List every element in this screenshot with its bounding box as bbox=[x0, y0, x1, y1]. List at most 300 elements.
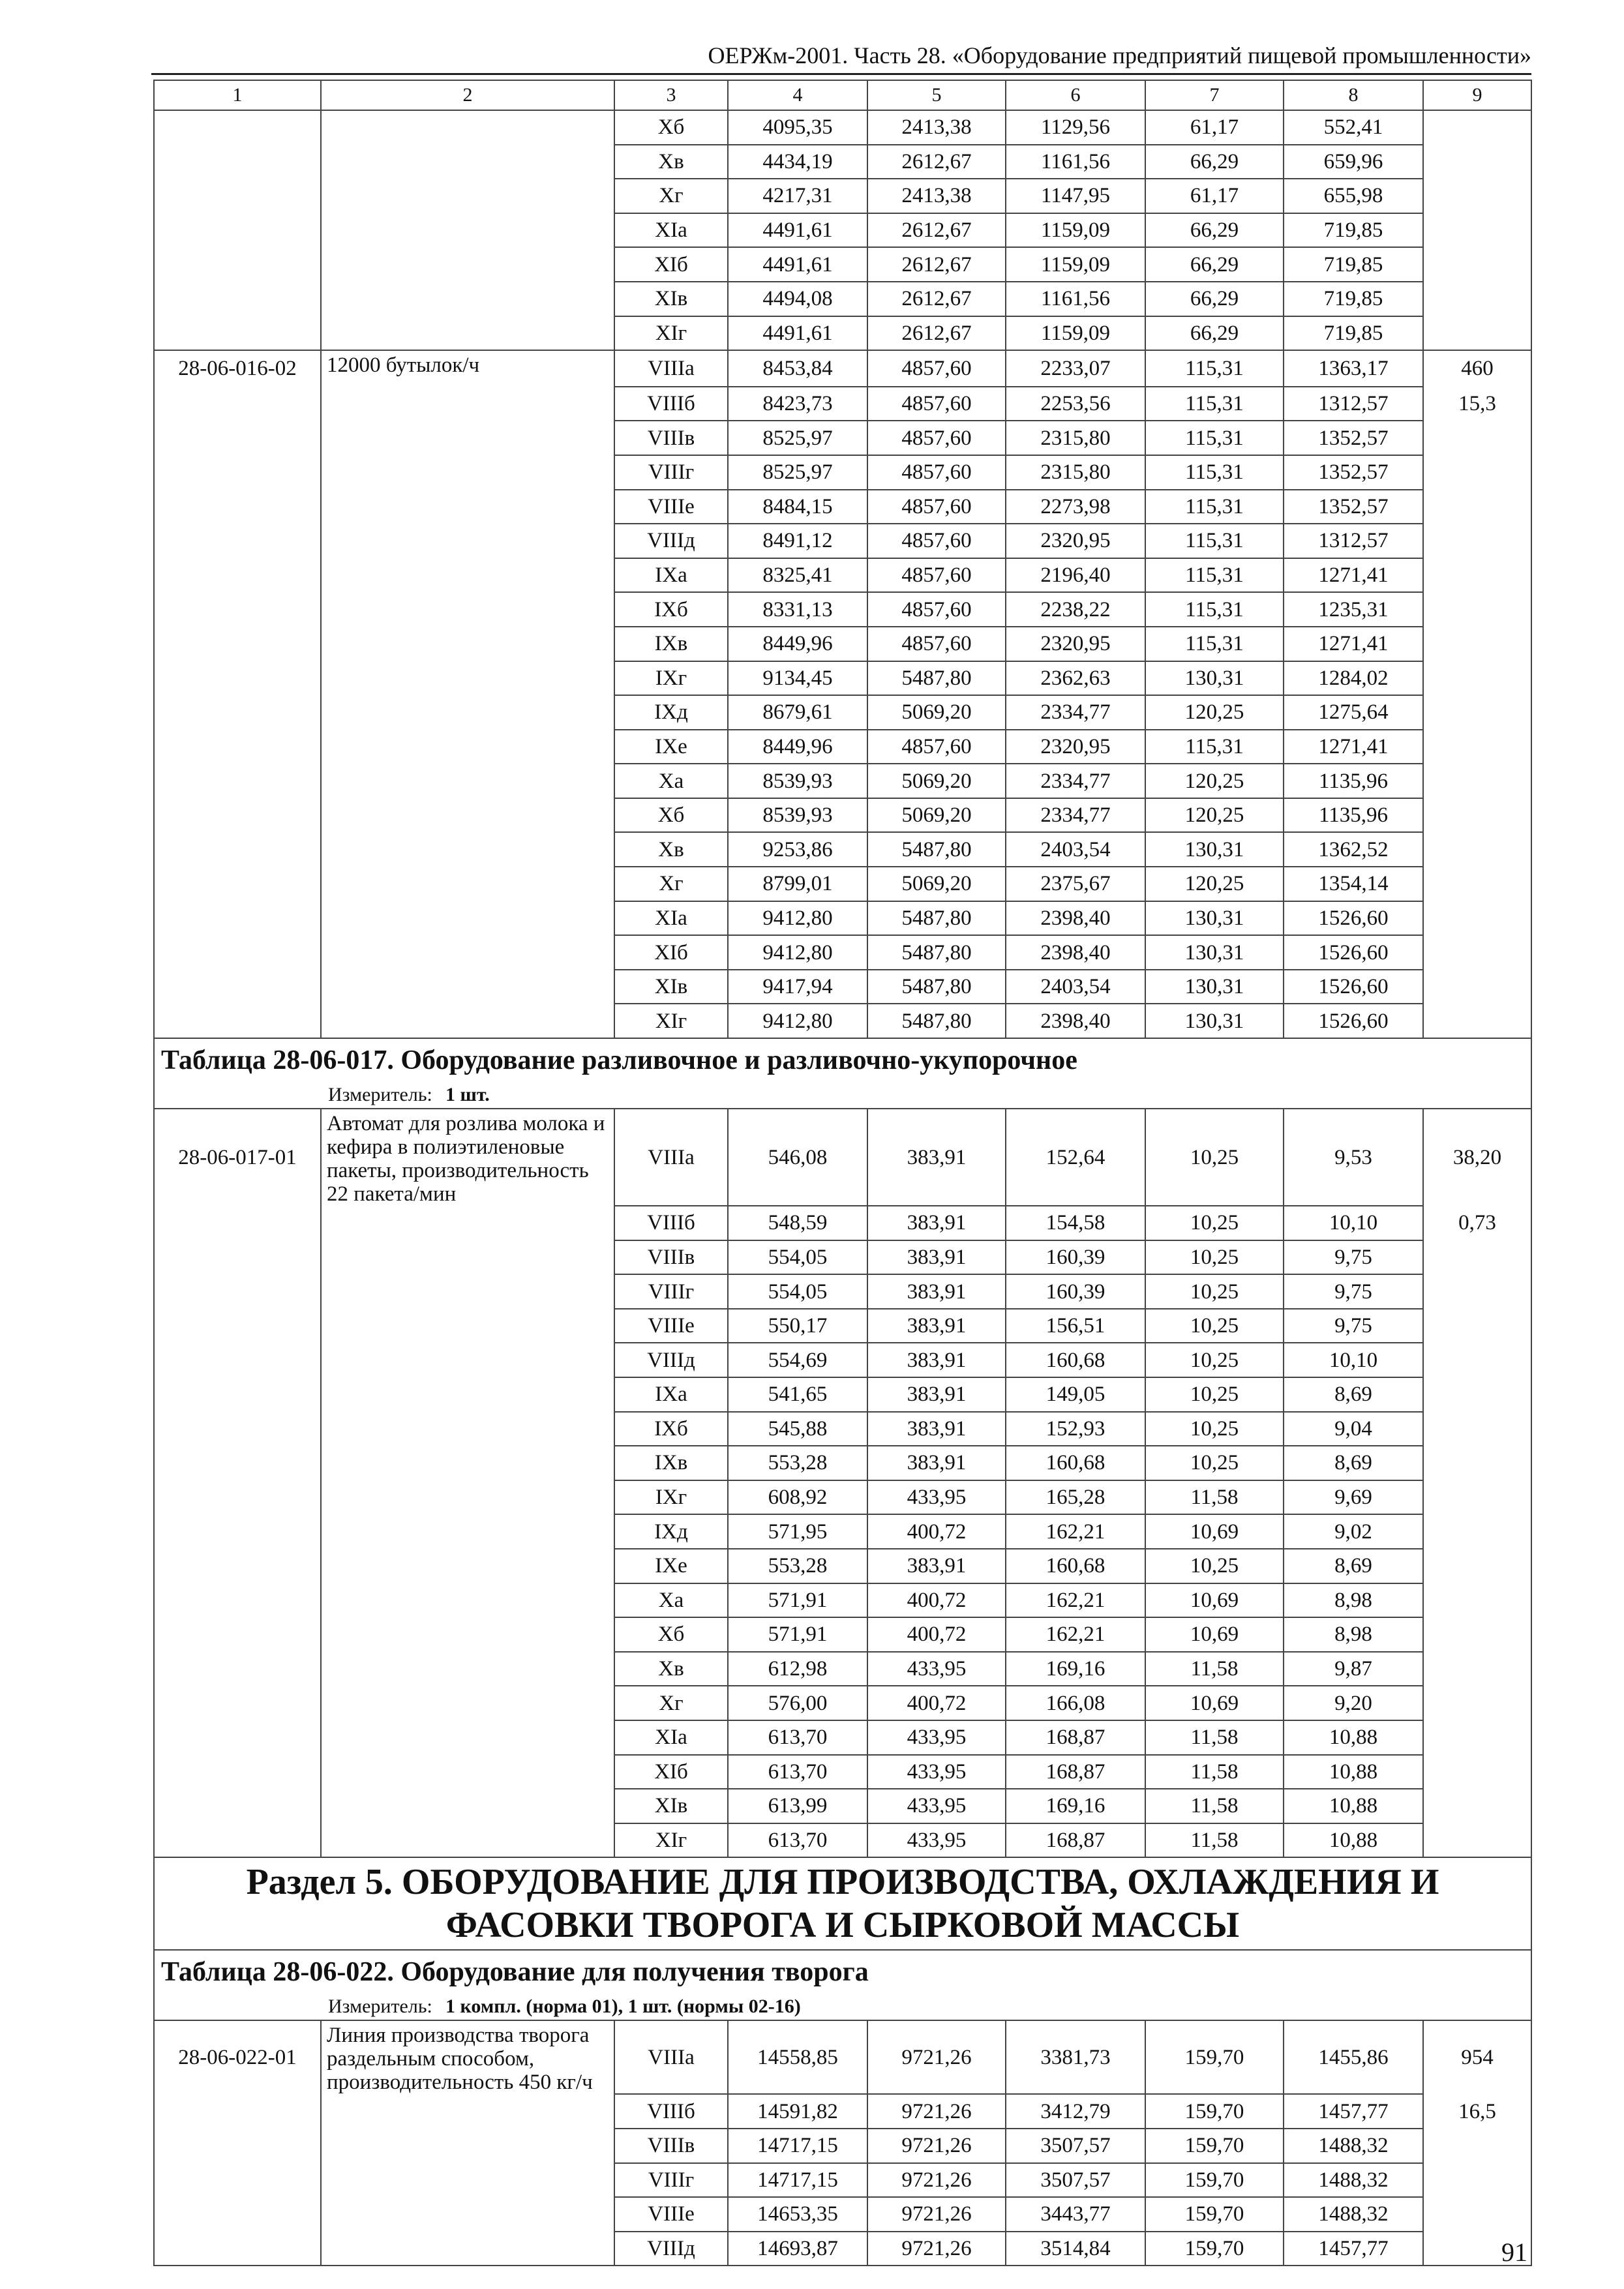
cell-empty bbox=[321, 2163, 614, 2198]
cell-empty bbox=[321, 1583, 614, 1618]
cell-value: 159,70 bbox=[1145, 2020, 1284, 2094]
cell-value: 2334,77 bbox=[1006, 764, 1145, 798]
cell-value: 8,69 bbox=[1284, 1549, 1423, 1583]
region-code: XIг bbox=[614, 1004, 728, 1038]
cell-value: 3514,84 bbox=[1006, 2232, 1145, 2266]
cell-value: 383,91 bbox=[867, 1240, 1006, 1275]
cell-col9 bbox=[1423, 2163, 1531, 2198]
cell-empty bbox=[321, 592, 614, 627]
section-5-row bbox=[154, 1857, 1531, 1950]
cell-empty bbox=[154, 1480, 321, 1515]
cell-empty bbox=[154, 1617, 321, 1652]
cell-value: 9,75 bbox=[1284, 1309, 1423, 1343]
region-code: XIв bbox=[614, 282, 728, 316]
column-number: 7 bbox=[1145, 80, 1284, 110]
cell-value: 115,31 bbox=[1145, 592, 1284, 627]
table-row bbox=[154, 1617, 1531, 1652]
cell-value: 8,69 bbox=[1284, 1446, 1423, 1480]
cell-empty bbox=[154, 2163, 321, 2198]
region-code: XIа bbox=[614, 1720, 728, 1755]
cell-empty bbox=[154, 1274, 321, 1309]
cell-value: 168,87 bbox=[1006, 1720, 1145, 1755]
cell-value: 9721,26 bbox=[867, 2232, 1006, 2266]
cell-value: 156,51 bbox=[1006, 1309, 1145, 1343]
cell-value: 1275,64 bbox=[1284, 695, 1423, 730]
cell-value: 383,91 bbox=[867, 1377, 1006, 1412]
cell-value: 165,28 bbox=[1006, 1480, 1145, 1515]
cell-empty bbox=[321, 2129, 614, 2163]
cell-value: 8539,93 bbox=[728, 798, 867, 833]
cell-empty bbox=[154, 282, 321, 316]
cell-value: 162,21 bbox=[1006, 1514, 1145, 1549]
region-code: VIIIв bbox=[614, 2129, 728, 2163]
cell-value: 2320,95 bbox=[1006, 730, 1145, 764]
cell-value: 115,31 bbox=[1145, 387, 1284, 421]
cell-empty bbox=[321, 2094, 614, 2129]
cell-value: 130,31 bbox=[1145, 901, 1284, 936]
measure-value: 1 компл. (норма 01), 1 шт. (нормы 02-16) bbox=[445, 1996, 801, 2018]
cell-value: 8453,84 bbox=[728, 350, 867, 387]
cell-empty bbox=[321, 213, 614, 248]
cell-value: 1352,57 bbox=[1284, 421, 1423, 455]
cell-value: 2238,22 bbox=[1006, 592, 1145, 627]
measure-label: Измеритель: bbox=[328, 1084, 432, 1106]
cell-empty bbox=[154, 1343, 321, 1377]
region-code: XIв bbox=[614, 970, 728, 1004]
cell-value: 4857,60 bbox=[867, 455, 1006, 490]
cell-empty bbox=[154, 316, 321, 351]
cell-value: 4491,61 bbox=[728, 213, 867, 248]
cell-empty bbox=[154, 387, 321, 421]
cell-value: 10,25 bbox=[1145, 1240, 1284, 1275]
cell-value: 4494,08 bbox=[728, 282, 867, 316]
cell-value: 162,21 bbox=[1006, 1617, 1145, 1652]
cell-empty bbox=[154, 2129, 321, 2163]
cell-value: 9,69 bbox=[1284, 1480, 1423, 1515]
measure-value: 1 шт. bbox=[445, 1084, 490, 1106]
cell-value: 383,91 bbox=[867, 1549, 1006, 1583]
cell-value: 553,28 bbox=[728, 1446, 867, 1480]
region-code: XIб bbox=[614, 1755, 728, 1789]
cell-value: 400,72 bbox=[867, 1617, 1006, 1652]
cell-value: 10,25 bbox=[1145, 1549, 1284, 1583]
cell-col9 bbox=[1423, 661, 1531, 696]
cell-value: 383,91 bbox=[867, 1109, 1006, 1206]
region-code: Xб bbox=[614, 110, 728, 145]
cell-value: 9721,26 bbox=[867, 2094, 1006, 2129]
cell-value: 400,72 bbox=[867, 1514, 1006, 1549]
cell-value: 4491,61 bbox=[728, 316, 867, 351]
cell-value: 1488,32 bbox=[1284, 2197, 1423, 2232]
region-code: IXд bbox=[614, 695, 728, 730]
table-row bbox=[154, 558, 1531, 593]
cell-value: 10,25 bbox=[1145, 1412, 1284, 1446]
cell-value: 115,31 bbox=[1145, 421, 1284, 455]
table-row bbox=[154, 282, 1531, 316]
region-code: VIIIб bbox=[614, 2094, 728, 2129]
table-row bbox=[154, 524, 1531, 558]
table-row bbox=[154, 798, 1531, 833]
rates-table bbox=[153, 80, 1532, 2266]
table-row bbox=[154, 970, 1531, 1004]
table-row bbox=[154, 592, 1531, 627]
cell-value: 2413,38 bbox=[867, 179, 1006, 213]
cell-col9 bbox=[1423, 1823, 1531, 1858]
cell-value: 130,31 bbox=[1145, 970, 1284, 1004]
cell-value: 383,91 bbox=[867, 1446, 1006, 1480]
cell-empty bbox=[154, 867, 321, 901]
cell-col9 bbox=[1423, 1720, 1531, 1755]
cell-value: 115,31 bbox=[1145, 627, 1284, 661]
table-row bbox=[154, 2232, 1531, 2266]
cell-empty bbox=[321, 1206, 614, 1240]
region-code: XIг bbox=[614, 316, 728, 351]
section-5-title: Раздел 5. ОБОРУДОВАНИЕ ДЛЯ ПРОИЗВОДСТВА, ОХЛАЖДЕНИЯ И ФАСОВКИ ТВОРОГА И СЫРКОВОЙ МАССЫ bbox=[154, 1857, 1531, 1950]
cell-empty bbox=[321, 627, 614, 661]
cell-col9 bbox=[1423, 2197, 1531, 2232]
rate-code: 28-06-017-01 bbox=[154, 1109, 321, 1206]
cell-value: 1235,31 bbox=[1284, 592, 1423, 627]
region-code: IXг bbox=[614, 1480, 728, 1515]
cell-empty bbox=[321, 145, 614, 179]
cell-value: 1271,41 bbox=[1284, 730, 1423, 764]
cell-empty bbox=[154, 970, 321, 1004]
cell-value: 66,29 bbox=[1145, 316, 1284, 351]
table-row bbox=[154, 1652, 1531, 1686]
cell-value: 1488,32 bbox=[1284, 2129, 1423, 2163]
table-row bbox=[154, 1549, 1531, 1583]
cell-value: 383,91 bbox=[867, 1412, 1006, 1446]
cell-value: 2403,54 bbox=[1006, 970, 1145, 1004]
cell-value: 2612,67 bbox=[867, 213, 1006, 248]
table-row bbox=[154, 387, 1531, 421]
cell-value: 10,10 bbox=[1284, 1343, 1423, 1377]
cell-value: 1161,56 bbox=[1006, 282, 1145, 316]
table-row bbox=[154, 1240, 1531, 1275]
cell-value: 4857,60 bbox=[867, 558, 1006, 593]
cell-empty bbox=[154, 764, 321, 798]
cell-empty bbox=[321, 179, 614, 213]
cell-value: 9721,26 bbox=[867, 2163, 1006, 2198]
cell-empty bbox=[154, 558, 321, 593]
cell-col9 bbox=[1423, 1652, 1531, 1686]
cell-empty bbox=[154, 798, 321, 833]
cell-value: 608,92 bbox=[728, 1480, 867, 1515]
cell-value: 2334,77 bbox=[1006, 798, 1145, 833]
cell-value: 1159,09 bbox=[1006, 247, 1145, 282]
cell-value: 4857,60 bbox=[867, 524, 1006, 558]
table-017-measure bbox=[154, 1082, 1531, 1109]
cell-col9 bbox=[1423, 764, 1531, 798]
cell-value: 1271,41 bbox=[1284, 627, 1423, 661]
table-row bbox=[154, 179, 1531, 213]
page-header: ОЕРЖм-2001. Часть 28. «Оборудование предприятий пищевой промышленности» bbox=[708, 42, 1531, 68]
cell-value: 152,93 bbox=[1006, 1412, 1145, 1446]
region-code: VIIIв bbox=[614, 1240, 728, 1275]
cell-value: 541,65 bbox=[728, 1377, 867, 1412]
table-row bbox=[154, 1309, 1531, 1343]
cell-value: 1312,57 bbox=[1284, 524, 1423, 558]
cell-value: 9721,26 bbox=[867, 2197, 1006, 2232]
cell-value: 120,25 bbox=[1145, 867, 1284, 901]
region-code: VIIIг bbox=[614, 1274, 728, 1309]
cell-value: 10,69 bbox=[1145, 1583, 1284, 1618]
cell-value: 9,20 bbox=[1284, 1686, 1423, 1720]
table-row bbox=[154, 1206, 1531, 1240]
cell-empty bbox=[321, 1274, 614, 1309]
cell-value: 1526,60 bbox=[1284, 901, 1423, 936]
cell-value: 115,31 bbox=[1145, 455, 1284, 490]
cell-value: 546,08 bbox=[728, 1109, 867, 1206]
cell-col9 bbox=[1423, 2129, 1531, 2163]
table-row bbox=[154, 695, 1531, 730]
region-code: IXд bbox=[614, 1514, 728, 1549]
region-code: IXе bbox=[614, 1549, 728, 1583]
cell-value: 9,87 bbox=[1284, 1652, 1423, 1686]
table-row bbox=[154, 661, 1531, 696]
cell-value: 576,00 bbox=[728, 1686, 867, 1720]
cell-value: 2612,67 bbox=[867, 247, 1006, 282]
cell-empty bbox=[321, 316, 614, 351]
cell-empty bbox=[321, 1377, 614, 1412]
region-code: VIIIб bbox=[614, 387, 728, 421]
cell-value: 169,16 bbox=[1006, 1652, 1145, 1686]
cell-value: 8484,15 bbox=[728, 490, 867, 524]
cell-value: 4434,19 bbox=[728, 145, 867, 179]
cell-col9 bbox=[1423, 316, 1531, 351]
table-row bbox=[154, 110, 1531, 145]
cell-empty bbox=[154, 421, 321, 455]
cell-value: 9412,80 bbox=[728, 1004, 867, 1038]
cell-value: 154,58 bbox=[1006, 1206, 1145, 1240]
region-code: Xв bbox=[614, 1652, 728, 1686]
cell-value: 4217,31 bbox=[728, 179, 867, 213]
cell-value: 10,88 bbox=[1284, 1789, 1423, 1823]
table-row bbox=[154, 730, 1531, 764]
cell-value: 3507,57 bbox=[1006, 2129, 1145, 2163]
cell-value: 162,21 bbox=[1006, 1583, 1145, 1618]
cell-value: 169,16 bbox=[1006, 1789, 1145, 1823]
cell-value: 10,25 bbox=[1145, 1309, 1284, 1343]
cell-empty bbox=[321, 524, 614, 558]
cell-col9 bbox=[1423, 592, 1531, 627]
cell-empty bbox=[154, 695, 321, 730]
cell-empty bbox=[154, 247, 321, 282]
cell-col9: 0,73 bbox=[1423, 1206, 1531, 1240]
cell-empty bbox=[154, 592, 321, 627]
cell-col9 bbox=[1423, 490, 1531, 524]
cell-col9 bbox=[1423, 867, 1531, 901]
cell-col9 bbox=[1423, 247, 1531, 282]
cell-value: 8679,61 bbox=[728, 695, 867, 730]
cell-value: 61,17 bbox=[1145, 110, 1284, 145]
table-row bbox=[154, 1789, 1531, 1823]
cell-empty bbox=[154, 832, 321, 867]
region-code: VIIIд bbox=[614, 524, 728, 558]
cell-empty bbox=[154, 490, 321, 524]
region-code: VIIIа bbox=[614, 2020, 728, 2094]
cell-empty bbox=[154, 1755, 321, 1789]
cell-empty bbox=[154, 524, 321, 558]
cell-value: 2398,40 bbox=[1006, 935, 1145, 970]
cell-col9 bbox=[1423, 695, 1531, 730]
cell-empty bbox=[154, 1549, 321, 1583]
region-code: VIIIе bbox=[614, 490, 728, 524]
cell-value: 400,72 bbox=[867, 1686, 1006, 1720]
cell-value: 2413,38 bbox=[867, 110, 1006, 145]
cell-value: 5487,80 bbox=[867, 1004, 1006, 1038]
cell-empty bbox=[154, 145, 321, 179]
table-022-title-row bbox=[154, 1950, 1531, 1994]
cell-col9: 460 bbox=[1423, 350, 1531, 387]
cell-empty bbox=[321, 1309, 614, 1343]
cell-empty bbox=[321, 1789, 614, 1823]
cell-col9 bbox=[1423, 935, 1531, 970]
cell-value: 571,95 bbox=[728, 1514, 867, 1549]
cell-value: 4857,60 bbox=[867, 387, 1006, 421]
cell-value: 552,41 bbox=[1284, 110, 1423, 145]
cell-col9 bbox=[1423, 1240, 1531, 1275]
cell-empty bbox=[321, 387, 614, 421]
cell-col9: 38,20 bbox=[1423, 1109, 1531, 1206]
cell-col9 bbox=[1423, 627, 1531, 661]
cell-value: 8423,73 bbox=[728, 387, 867, 421]
cell-empty bbox=[321, 2197, 614, 2232]
cell-value: 613,70 bbox=[728, 1823, 867, 1858]
cell-empty bbox=[154, 2094, 321, 2129]
column-number: 1 bbox=[154, 80, 321, 110]
cell-value: 159,70 bbox=[1145, 2163, 1284, 2198]
cell-value: 10,88 bbox=[1284, 1755, 1423, 1789]
region-code: IXе bbox=[614, 730, 728, 764]
cell-empty bbox=[321, 1617, 614, 1652]
table-row bbox=[154, 1720, 1531, 1755]
cell-value: 1129,56 bbox=[1006, 110, 1145, 145]
cell-value: 1135,96 bbox=[1284, 798, 1423, 833]
cell-empty bbox=[321, 247, 614, 282]
cell-value: 383,91 bbox=[867, 1309, 1006, 1343]
cell-value: 9,75 bbox=[1284, 1240, 1423, 1275]
cell-value: 1284,02 bbox=[1284, 661, 1423, 696]
cell-value: 66,29 bbox=[1145, 213, 1284, 248]
cell-value: 115,31 bbox=[1145, 730, 1284, 764]
cell-value: 3443,77 bbox=[1006, 2197, 1145, 2232]
cell-value: 120,25 bbox=[1145, 798, 1284, 833]
cell-value: 10,25 bbox=[1145, 1377, 1284, 1412]
cell-value: 159,70 bbox=[1145, 2232, 1284, 2266]
cell-empty bbox=[321, 282, 614, 316]
cell-value: 8,98 bbox=[1284, 1583, 1423, 1618]
cell-value: 1526,60 bbox=[1284, 970, 1423, 1004]
region-code: VIIIе bbox=[614, 2197, 728, 2232]
cell-value: 655,98 bbox=[1284, 179, 1423, 213]
cell-value: 5487,80 bbox=[867, 832, 1006, 867]
cell-value: 1352,57 bbox=[1284, 490, 1423, 524]
cell-col9 bbox=[1423, 1549, 1531, 1583]
table-row bbox=[154, 1480, 1531, 1515]
cell-empty bbox=[154, 1377, 321, 1412]
cell-value: 4857,60 bbox=[867, 730, 1006, 764]
cell-value: 160,39 bbox=[1006, 1274, 1145, 1309]
cell-empty bbox=[321, 1720, 614, 1755]
cell-empty bbox=[321, 1240, 614, 1275]
table-row bbox=[154, 316, 1531, 351]
table-row bbox=[154, 1823, 1531, 1858]
cell-empty bbox=[321, 1343, 614, 1377]
cell-value: 2362,63 bbox=[1006, 661, 1145, 696]
cell-value: 4857,60 bbox=[867, 592, 1006, 627]
cell-value: 2315,80 bbox=[1006, 421, 1145, 455]
cell-empty bbox=[154, 1720, 321, 1755]
region-code: VIIIг bbox=[614, 2163, 728, 2198]
cell-value: 160,68 bbox=[1006, 1343, 1145, 1377]
cell-value: 1457,77 bbox=[1284, 2232, 1423, 2266]
region-code: Xг bbox=[614, 1686, 728, 1720]
measure-label: Измеритель: bbox=[328, 1996, 432, 2018]
table-row bbox=[154, 2094, 1531, 2129]
cell-value: 8491,12 bbox=[728, 524, 867, 558]
table-row bbox=[154, 832, 1531, 867]
cell-col9 bbox=[1423, 1617, 1531, 1652]
cell-value: 66,29 bbox=[1145, 282, 1284, 316]
cell-col9 bbox=[1423, 1755, 1531, 1789]
cell-col9: 954 bbox=[1423, 2020, 1531, 2094]
cell-value: 1526,60 bbox=[1284, 935, 1423, 970]
cell-value: 571,91 bbox=[728, 1583, 867, 1618]
table-row bbox=[154, 901, 1531, 936]
cell-value: 400,72 bbox=[867, 1583, 1006, 1618]
region-code: IXб bbox=[614, 592, 728, 627]
cell-col9 bbox=[1423, 1583, 1531, 1618]
cell-value: 14717,15 bbox=[728, 2129, 867, 2163]
cell-value: 10,25 bbox=[1145, 1343, 1284, 1377]
cell-value: 5487,80 bbox=[867, 970, 1006, 1004]
region-code: Xв bbox=[614, 832, 728, 867]
table-row bbox=[154, 1109, 1531, 1206]
cell-value: 2273,98 bbox=[1006, 490, 1145, 524]
cell-value: 553,28 bbox=[728, 1549, 867, 1583]
table-row bbox=[154, 2020, 1531, 2094]
cell-empty bbox=[321, 455, 614, 490]
rate-description bbox=[321, 110, 614, 145]
cell-value: 168,87 bbox=[1006, 1823, 1145, 1858]
cell-empty bbox=[321, 1514, 614, 1549]
cell-col9 bbox=[1423, 832, 1531, 867]
cell-value: 1352,57 bbox=[1284, 455, 1423, 490]
table-row bbox=[154, 247, 1531, 282]
cell-empty bbox=[321, 1480, 614, 1515]
cell-value: 3381,73 bbox=[1006, 2020, 1145, 2094]
table-row bbox=[154, 455, 1531, 490]
cell-value: 433,95 bbox=[867, 1652, 1006, 1686]
cell-value: 719,85 bbox=[1284, 247, 1423, 282]
column-number: 4 bbox=[728, 80, 867, 110]
cell-value: 152,64 bbox=[1006, 1109, 1145, 1206]
table-row bbox=[154, 1583, 1531, 1618]
cell-value: 2320,95 bbox=[1006, 627, 1145, 661]
cell-value: 8,98 bbox=[1284, 1617, 1423, 1652]
table-row bbox=[154, 421, 1531, 455]
region-code: XIа bbox=[614, 901, 728, 936]
table-row bbox=[154, 2197, 1531, 2232]
cell-empty bbox=[321, 730, 614, 764]
cell-value: 433,95 bbox=[867, 1823, 1006, 1858]
cell-value: 383,91 bbox=[867, 1343, 1006, 1377]
cell-value: 159,70 bbox=[1145, 2197, 1284, 2232]
cell-value: 5069,20 bbox=[867, 867, 1006, 901]
table-row bbox=[154, 1343, 1531, 1377]
cell-empty bbox=[321, 1755, 614, 1789]
